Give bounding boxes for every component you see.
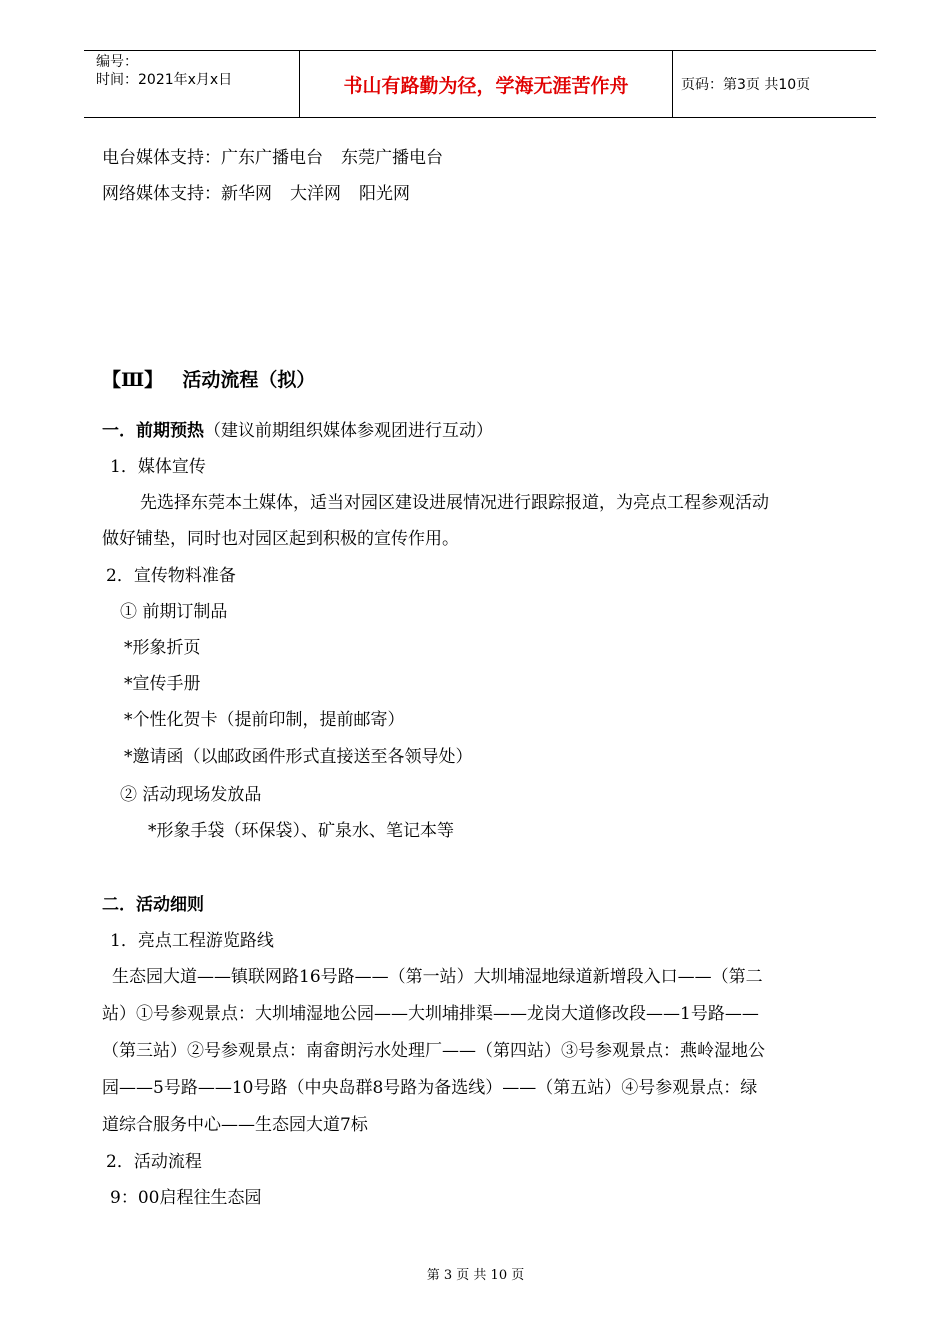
part1-sub1-b: *宣传手册 [124, 674, 201, 694]
part1-sub1-c: *个性化贺卡（提前印制，提前邮寄） [124, 710, 405, 730]
part1-sub1-a: *形象折页 [124, 638, 201, 658]
part1-item1-text: 先选择东莞本土媒体，适当对园区建设进展情况进行跟踪报道，为亮点工程参观活动 [140, 493, 769, 513]
section-title [102, 369, 315, 391]
radio-media-line: 电台媒体支持：广东广播电台 东莞广播电台 [102, 148, 443, 168]
part1-item1-text-2: 做好铺垫，同时也对园区起到积极的宣传作用。 [102, 529, 459, 549]
header-info-cell [84, 51, 300, 117]
part1-sub2-a: *形象手袋（环保袋）、矿泉水、笔记本等 [148, 821, 454, 841]
route-line-3: （第三站）②号参观景点：南畲朗污水处理厂——（第四站）③号参观景点：燕岭湿地公 [102, 1041, 765, 1061]
section-marker: 【Ⅲ】 [102, 369, 164, 391]
route-line-1: 生态园大道——镇联网路16号路——（第一站）大圳埔湿地绿道新增段入口——（第二 [112, 967, 763, 987]
document-time: 时间：2021年x月x日 [96, 72, 233, 88]
header-slogan: 书山有路勤为径，学海无涯苦作舟 [300, 51, 673, 117]
route-line-2: 站）①号参观景点：大圳埔湿地公园——大圳埔排渠——龙岗大道修改段——1号路—— [102, 1004, 759, 1024]
section-title-text: 活动流程（拟） [182, 369, 316, 391]
part1-item1: 1．媒体宣传 [110, 457, 206, 477]
web-media-line: 网络媒体支持：新华网 大洋网 阳光网 [102, 184, 410, 204]
footer-page-number: 第 3 页 共 10 页 [426, 1268, 525, 1283]
part2-item2: 2．活动流程 [106, 1152, 202, 1172]
part1-item2: 2．宣传物料准备 [106, 566, 236, 586]
part1-sub2: ② 活动现场发放品 [120, 785, 262, 805]
route-line-4: 园——5号路——10号路（中央岛群8号路为备选线）——（第五站）④号参观景点：绿 [102, 1078, 758, 1098]
part1-heading: 一．前期预热（建议前期组织媒体参观团进行互动） [102, 421, 493, 441]
part1-sub1: ① 前期订制品 [120, 602, 228, 622]
part1-sub1-d: *邀请函（以邮政函件形式直接送至各领导处） [124, 747, 473, 767]
part2-heading: 二．活动细则 [102, 895, 204, 915]
schedule-time-1: 9：00启程往生态园 [110, 1188, 262, 1208]
part2-item1: 1．亮点工程游览路线 [110, 931, 274, 951]
page-header [84, 50, 876, 118]
header-page-number: 页码：第3页 共10页 [681, 77, 811, 93]
page-footer [0, 1264, 950, 1283]
route-line-5: 道综合服务中心——生态园大道7标 [102, 1115, 368, 1135]
document-number: 编号： [96, 54, 138, 70]
